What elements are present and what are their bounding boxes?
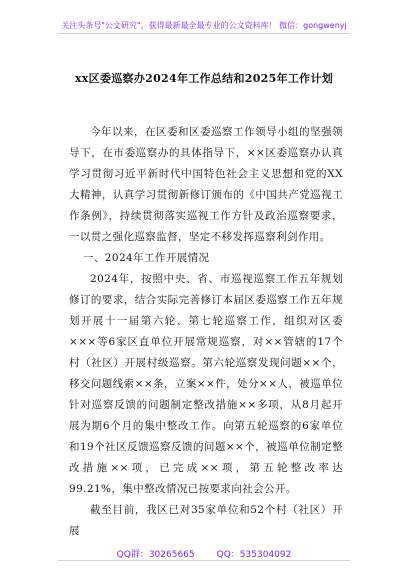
- document-body: [69, 122, 343, 542]
- document-title: xx区委巡察办2024年工作总结和2025年工作计划: [74, 72, 334, 85]
- body-paragraph: 今年以来，在区委和区委巡察工作领导小组的坚强领导下，在市委巡察办的具体指导下，××区委巡察办认真学习贯彻习近平新时代中国特色社会主义思想和党的XX大精神，认真学习贯彻新修订颁布的《中国共产党巡视工作条例》，持续贯彻落实巡视工作方针及政治巡察要求，一以贯之强化巡察监督，坚定不移发挥巡察利剑作用。: [69, 126, 343, 243]
- section-heading: 一、2024年工作开展情况: [83, 252, 210, 264]
- footer-qq-group: QQ群：30265665: [116, 550, 195, 560]
- body-paragraph: 2024年，按照中央、省、市巡视巡察工作五年规划修订的要求，结合实际完善修订本届区委巡察工作五年规划开展十一届第六轮、第七轮巡察工作，组织对区委×××等6家区直单位开展常规巡察，对××管辖的17个村（社区）开展村级巡察。第六轮巡察发现问题××个，移交问题线索××条，立案××件，处分××人，被巡单位针对巡察反馈的问题制定整改措施××多项，从8月起开展为期6个月的集中整改工作。向第五轮巡察的6家单位和19个社区反馈巡察反馈的问题××个，被巡单位制定整改措施××项，已完成××项，第五轮整改率达99.21%，集中整改情况已按要求向社会公开。: [69, 273, 343, 495]
- footer-divider: [58, 560, 350, 561]
- header-divider: [58, 33, 350, 34]
- header-banner: 关注头条号"公文研究"，获得最新最全最专业的公文资料库！ 微信：gongwenyj: [61, 21, 347, 30]
- body-paragraph: 截至目前，我区已对35家单位和52个村（社区）开展: [69, 504, 343, 537]
- footer-contact: [0, 547, 408, 560]
- footer-qq: QQ：535304092: [216, 550, 292, 560]
